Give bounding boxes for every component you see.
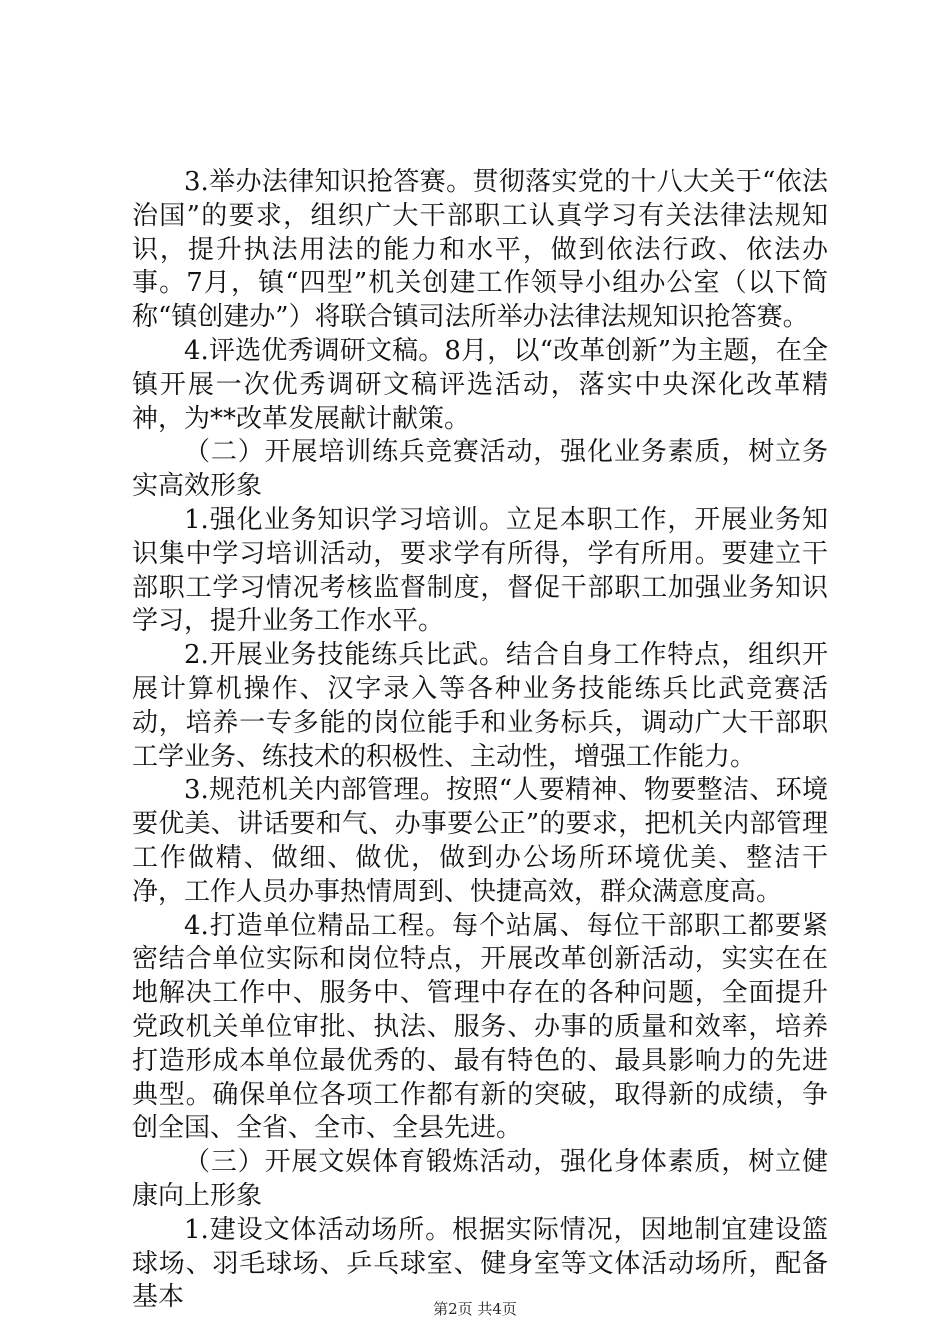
- paragraph-item-1-sports-venues: 1.建设文体活动场所。根据实际情况，因地制宜建设篮球场、羽毛球场、乒乓球室、健身室等文体活动场所，配备基本: [132, 1214, 828, 1313]
- section-heading-2: （二）开展培训练兵竞赛活动，强化业务素质，树立务实高效形象: [132, 437, 828, 502]
- paragraph-item-3-internal-management: 3.规范机关内部管理。按照“人要精神、物要整洁、环境要优美、讲话要和气、办事要公正”的要求，把机关内部管理工作做精、做细、做优，做到办公场所环境优美、整洁干净，工作人员办事热情周到、快捷高效，群众满意度高。: [132, 775, 828, 907]
- paragraph-item-4-quality-project: 4.打造单位精品工程。每个站属、每位干部职工都要紧密结合单位实际和岗位特点，开展改革创新活动，实实在在地解决工作中、服务中、管理中存在的各种问题，全面提升党政机关单位审批、执法、服务、办事的质量和效率，培养打造形成本单位最优秀的、最有特色的、最具影响力的先进典型。确保单位各项工作都有新的突破，取得新的成绩，争创全国、全省、全市、全县先进。: [132, 910, 828, 1144]
- page-footer: 第2页 共4页: [433, 1300, 517, 1318]
- paragraph-item-2-skills-contest: 2.开展业务技能练兵比武。结合自身工作特点，组织开展计算机操作、汉字录入等各种业务技能练兵比武竞赛活动，培养一专多能的岗位能手和业务标兵，调动广大干部职工学业务、练技术的积极性、主动性，增强工作能力。: [132, 640, 828, 772]
- paragraph-item-3-legal-quiz: 3.举办法律知识抢答赛。贯彻落实党的十八大关于“依法治国”的要求，组织广大干部职工认真学习有关法律法规知识，提升执法用法的能力和水平，做到依法行政、依法办事。7月，镇“四型”机关创建工作领导小组办公室（以下简称“镇创建办”）将联合镇司法所举办法律法规知识抢答赛。: [132, 167, 828, 333]
- paragraph-item-1-business-training: 1.强化业务知识学习培训。立足本职工作，开展业务知识集中学习培训活动，要求学有所得，学有所用。要建立干部职工学习情况考核监督制度，督促干部职工加强业务知识学习，提升业务工作水平。: [132, 504, 828, 637]
- section-heading-3: （三）开展文娱体育锻炼活动，强化身体素质，树立健康向上形象: [132, 1147, 828, 1211]
- document-body: [132, 166, 828, 1315]
- paragraph-item-4-research-papers: 4.评选优秀调研文稿。8月，以“改革创新”为主题，在全镇开展一次优秀调研文稿评选活动，落实中央深化改革精神，为**改革发展献计献策。: [132, 335, 828, 434]
